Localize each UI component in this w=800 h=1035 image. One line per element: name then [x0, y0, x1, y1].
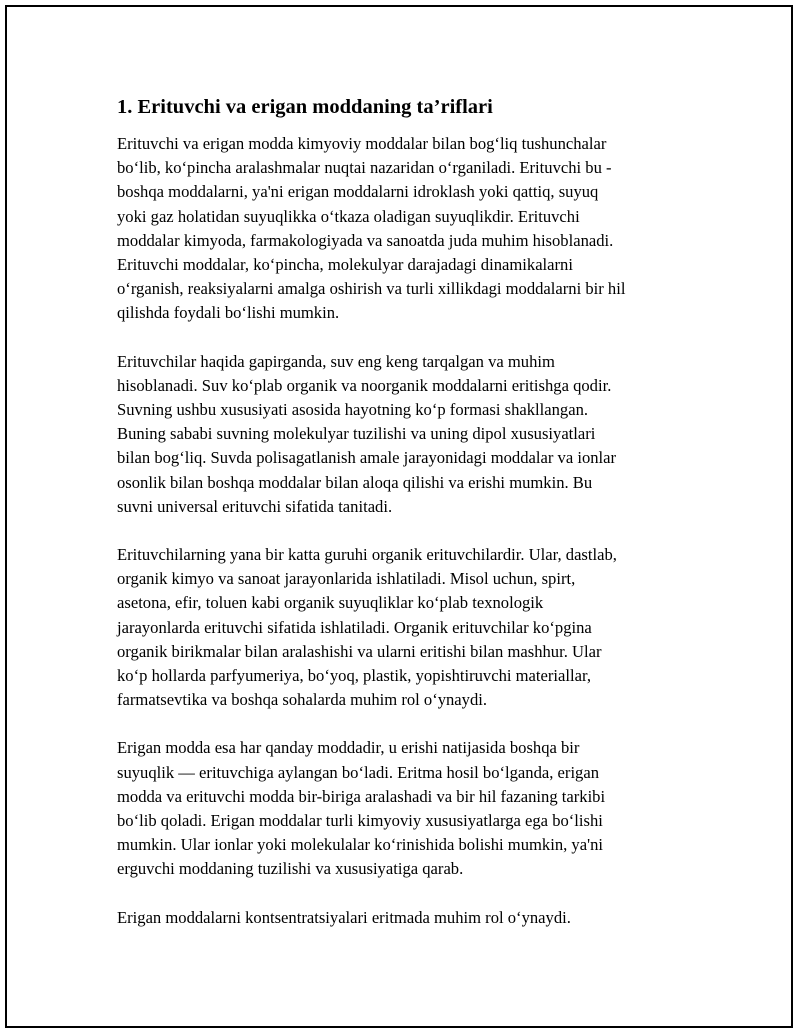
text-line: qilishda foydali bo‘lishi mumkin.	[117, 303, 340, 323]
paragraph-3	[117, 543, 687, 712]
text-line: organik kimyo va sanoat jarayonlarida ishlatiladi. Misol uchun, spirt,	[117, 569, 576, 589]
section-heading: 1. Erituvchi va erigan moddaning ta’riflari	[117, 96, 493, 118]
text-line: Suvning ushbu xususiyati asosida hayotning ko‘p formasi shakllangan.	[117, 400, 589, 420]
text-line: bo‘lib qoladi. Erigan moddalar turli kimyoviy xususiyatlarga ega bo‘lishi	[117, 811, 603, 831]
text-line: jarayonlarda erituvchi sifatida ishlatiladi. Organik erituvchilar ko‘pgina	[117, 617, 592, 637]
text-line: Erituvchi va erigan modda kimyoviy moddalar bilan bog‘liq tushunchalar	[117, 134, 607, 153]
text-line: suvni universal erituvchi sifatida tanitadi.	[117, 496, 393, 516]
text-line: moddalar kimyoda, farmakologiyada va sanoatda juda muhim hisoblanadi.	[117, 230, 614, 250]
text-line: farmatsevtika va boshqa sohalarda muhim rol o‘ynaydi.	[117, 690, 488, 710]
text-line: Erituvchilar haqida gapirganda, suv eng keng tarqalgan va muhim	[117, 351, 555, 371]
text-line: mumkin. Ular ionlar yoki molekulalar ko‘rinishida bolishi mumkin, ya'ni	[117, 835, 603, 855]
text-line: yoki gaz holatidan suyuqlikka o‘tkaza oladigan suyuqlikdir. Erituvchi	[117, 206, 580, 226]
text-line: Buning sababi suvning molekulyar tuzilishi va uning dipol xususiyatlari	[117, 424, 596, 444]
text-line: hisoblanadi. Suv ko‘plab organik va noorganik moddalarni eritishga qodir.	[117, 375, 612, 395]
text-line: Erituvchi moddalar, ko‘pincha, molekulyar darajadagi dinamikalarni	[117, 255, 573, 275]
paragraph-1	[117, 132, 687, 326]
text-line: asetona, efir, toluen kabi organik suyuqliklar ko‘plab texnologik	[117, 593, 544, 613]
text-line: o‘rganish, reaksiyalarni amalga oshirish va turli xillikdagi moddalarni bir hil	[117, 279, 626, 299]
document-body	[117, 93, 687, 954]
paragraph-5	[117, 906, 687, 930]
text-line: Erigan moddalarni kontsentratsiyalari eritmada muhim rol o‘ynaydi.	[117, 907, 571, 927]
text-line: organik birikmalar bilan aralashishi va ularni eritishi bilan mashhur. Ular	[117, 641, 602, 661]
text-line: osonlik bilan boshqa moddalar bilan aloqa qilishi va erishi mumkin. Bu	[117, 472, 593, 492]
text-line: Erigan modda esa har qanday moddadir, u erishi natijasida boshqa bir	[117, 738, 580, 758]
text-line: boshqa moddalarni, ya'ni erigan moddalarni idroklash yoki qattiq, suyuq	[117, 182, 599, 202]
text-line: modda va erituvchi modda bir-biriga aralashadi va bir hil fazaning tarkibi	[117, 786, 606, 806]
text-line: bo‘lib, ko‘pincha aralashmalar nuqtai nazaridan o‘rganiladi. Erituvchi bu -	[117, 158, 612, 178]
text-line: suyuqlik — erituvchiga aylangan bo‘ladi. Eritma hosil bo‘lganda, erigan	[117, 762, 600, 782]
text-line: erguvchi moddaning tuzilishi va xususiyatiga qarab.	[117, 859, 464, 879]
text-line: ko‘p hollarda parfyumeriya, bo‘yoq, plastik, yopishtiruvchi materiallar,	[117, 666, 591, 686]
paragraph-4	[117, 736, 687, 881]
text-line: bilan bog‘liq. Suvda polisagatlanish amale jarayonidagi moddalar va ionlar	[117, 448, 617, 468]
paragraph-2	[117, 350, 687, 519]
text-line: Erituvchilarning yana bir katta guruhi organik erituvchilardir. Ular, dastlab,	[117, 545, 617, 565]
